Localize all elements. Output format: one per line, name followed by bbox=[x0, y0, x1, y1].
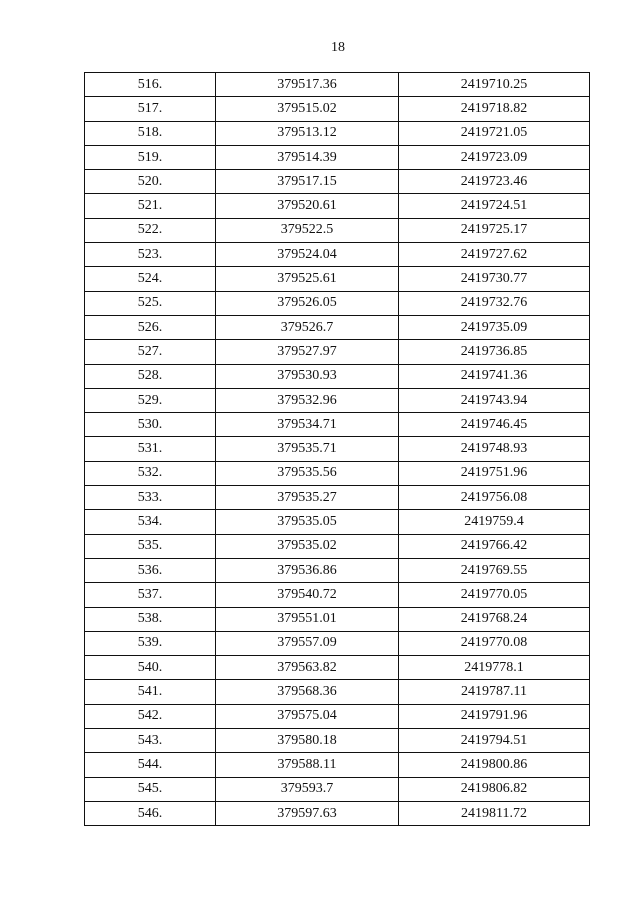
x-coordinate-cell: 379575.04 bbox=[216, 704, 399, 728]
point-number-cell: 525. bbox=[85, 291, 216, 315]
table-row bbox=[85, 364, 590, 388]
x-coordinate-cell: 379557.09 bbox=[216, 631, 399, 655]
page-number: 18 bbox=[331, 40, 345, 55]
point-number-cell: 545. bbox=[85, 777, 216, 801]
point-number-cell: 517. bbox=[85, 97, 216, 121]
y-coordinate-cell: 2419770.05 bbox=[399, 583, 590, 607]
x-coordinate-cell: 379520.61 bbox=[216, 194, 399, 218]
point-number-cell: 532. bbox=[85, 461, 216, 485]
table-row bbox=[85, 510, 590, 534]
y-coordinate-cell: 2419769.55 bbox=[399, 558, 590, 582]
point-number-cell: 534. bbox=[85, 510, 216, 534]
point-number-cell: 544. bbox=[85, 753, 216, 777]
table-row bbox=[85, 340, 590, 364]
table-row bbox=[85, 486, 590, 510]
table-row bbox=[85, 680, 590, 704]
x-coordinate-cell: 379540.72 bbox=[216, 583, 399, 607]
table-row bbox=[85, 607, 590, 631]
table-row bbox=[85, 656, 590, 680]
y-coordinate-cell: 2419723.09 bbox=[399, 145, 590, 169]
y-coordinate-cell: 2419770.08 bbox=[399, 631, 590, 655]
x-coordinate-cell: 379532.96 bbox=[216, 388, 399, 412]
point-number-cell: 527. bbox=[85, 340, 216, 364]
point-number-cell: 546. bbox=[85, 801, 216, 825]
y-coordinate-cell: 2419791.96 bbox=[399, 704, 590, 728]
x-coordinate-cell: 379526.05 bbox=[216, 291, 399, 315]
y-coordinate-cell: 2419721.05 bbox=[399, 121, 590, 145]
table-row bbox=[85, 461, 590, 485]
x-coordinate-cell: 379535.02 bbox=[216, 534, 399, 558]
point-number-cell: 528. bbox=[85, 364, 216, 388]
point-number-cell: 522. bbox=[85, 218, 216, 242]
table-row bbox=[85, 558, 590, 582]
table-row bbox=[85, 145, 590, 169]
x-coordinate-cell: 379593.7 bbox=[216, 777, 399, 801]
x-coordinate-cell: 379513.12 bbox=[216, 121, 399, 145]
point-number-cell: 530. bbox=[85, 413, 216, 437]
y-coordinate-cell: 2419743.94 bbox=[399, 388, 590, 412]
y-coordinate-cell: 2419756.08 bbox=[399, 486, 590, 510]
table-row bbox=[85, 753, 590, 777]
y-coordinate-cell: 2419727.62 bbox=[399, 243, 590, 267]
y-coordinate-cell: 2419730.77 bbox=[399, 267, 590, 291]
x-coordinate-cell: 379588.11 bbox=[216, 753, 399, 777]
y-coordinate-cell: 2419723.46 bbox=[399, 170, 590, 194]
point-number-cell: 541. bbox=[85, 680, 216, 704]
point-number-cell: 519. bbox=[85, 145, 216, 169]
coordinates-table bbox=[84, 72, 590, 826]
table-row bbox=[85, 801, 590, 825]
y-coordinate-cell: 2419787.11 bbox=[399, 680, 590, 704]
table-row bbox=[85, 315, 590, 339]
table-row bbox=[85, 121, 590, 145]
table-row bbox=[85, 194, 590, 218]
table-row bbox=[85, 534, 590, 558]
table-row bbox=[85, 704, 590, 728]
x-coordinate-cell: 379514.39 bbox=[216, 145, 399, 169]
table-row bbox=[85, 388, 590, 412]
coordinates-table-body bbox=[85, 73, 590, 826]
point-number-cell: 540. bbox=[85, 656, 216, 680]
table-row bbox=[85, 73, 590, 97]
table-row bbox=[85, 291, 590, 315]
y-coordinate-cell: 2419759.4 bbox=[399, 510, 590, 534]
table-row bbox=[85, 97, 590, 121]
y-coordinate-cell: 2419718.82 bbox=[399, 97, 590, 121]
y-coordinate-cell: 2419735.09 bbox=[399, 315, 590, 339]
table-row bbox=[85, 413, 590, 437]
x-coordinate-cell: 379580.18 bbox=[216, 729, 399, 753]
point-number-cell: 539. bbox=[85, 631, 216, 655]
point-number-cell: 518. bbox=[85, 121, 216, 145]
table-row bbox=[85, 218, 590, 242]
y-coordinate-cell: 2419746.45 bbox=[399, 413, 590, 437]
y-coordinate-cell: 2419736.85 bbox=[399, 340, 590, 364]
point-number-cell: 535. bbox=[85, 534, 216, 558]
point-number-cell: 531. bbox=[85, 437, 216, 461]
point-number-cell: 523. bbox=[85, 243, 216, 267]
x-coordinate-cell: 379515.02 bbox=[216, 97, 399, 121]
x-coordinate-cell: 379535.71 bbox=[216, 437, 399, 461]
point-number-cell: 529. bbox=[85, 388, 216, 412]
x-coordinate-cell: 379527.97 bbox=[216, 340, 399, 364]
y-coordinate-cell: 2419741.36 bbox=[399, 364, 590, 388]
y-coordinate-cell: 2419794.51 bbox=[399, 729, 590, 753]
y-coordinate-cell: 2419725.17 bbox=[399, 218, 590, 242]
table-row bbox=[85, 729, 590, 753]
x-coordinate-cell: 379535.27 bbox=[216, 486, 399, 510]
x-coordinate-cell: 379568.36 bbox=[216, 680, 399, 704]
x-coordinate-cell: 379536.86 bbox=[216, 558, 399, 582]
table-row bbox=[85, 243, 590, 267]
table-row bbox=[85, 267, 590, 291]
x-coordinate-cell: 379517.36 bbox=[216, 73, 399, 97]
x-coordinate-cell: 379597.63 bbox=[216, 801, 399, 825]
x-coordinate-cell: 379535.05 bbox=[216, 510, 399, 534]
point-number-cell: 520. bbox=[85, 170, 216, 194]
y-coordinate-cell: 2419751.96 bbox=[399, 461, 590, 485]
x-coordinate-cell: 379526.7 bbox=[216, 315, 399, 339]
y-coordinate-cell: 2419710.25 bbox=[399, 73, 590, 97]
x-coordinate-cell: 379530.93 bbox=[216, 364, 399, 388]
x-coordinate-cell: 379517.15 bbox=[216, 170, 399, 194]
point-number-cell: 516. bbox=[85, 73, 216, 97]
y-coordinate-cell: 2419748.93 bbox=[399, 437, 590, 461]
point-number-cell: 538. bbox=[85, 607, 216, 631]
table-row bbox=[85, 170, 590, 194]
x-coordinate-cell: 379524.04 bbox=[216, 243, 399, 267]
x-coordinate-cell: 379551.01 bbox=[216, 607, 399, 631]
table-row bbox=[85, 777, 590, 801]
x-coordinate-cell: 379563.82 bbox=[216, 656, 399, 680]
point-number-cell: 542. bbox=[85, 704, 216, 728]
y-coordinate-cell: 2419811.72 bbox=[399, 801, 590, 825]
point-number-cell: 537. bbox=[85, 583, 216, 607]
y-coordinate-cell: 2419732.76 bbox=[399, 291, 590, 315]
point-number-cell: 521. bbox=[85, 194, 216, 218]
x-coordinate-cell: 379534.71 bbox=[216, 413, 399, 437]
point-number-cell: 533. bbox=[85, 486, 216, 510]
y-coordinate-cell: 2419724.51 bbox=[399, 194, 590, 218]
point-number-cell: 536. bbox=[85, 558, 216, 582]
x-coordinate-cell: 379535.56 bbox=[216, 461, 399, 485]
x-coordinate-cell: 379522.5 bbox=[216, 218, 399, 242]
point-number-cell: 543. bbox=[85, 729, 216, 753]
table-row bbox=[85, 583, 590, 607]
table-row bbox=[85, 437, 590, 461]
point-number-cell: 526. bbox=[85, 315, 216, 339]
y-coordinate-cell: 2419806.82 bbox=[399, 777, 590, 801]
y-coordinate-cell: 2419778.1 bbox=[399, 656, 590, 680]
point-number-cell: 524. bbox=[85, 267, 216, 291]
y-coordinate-cell: 2419768.24 bbox=[399, 607, 590, 631]
y-coordinate-cell: 2419766.42 bbox=[399, 534, 590, 558]
table-row bbox=[85, 631, 590, 655]
x-coordinate-cell: 379525.61 bbox=[216, 267, 399, 291]
y-coordinate-cell: 2419800.86 bbox=[399, 753, 590, 777]
